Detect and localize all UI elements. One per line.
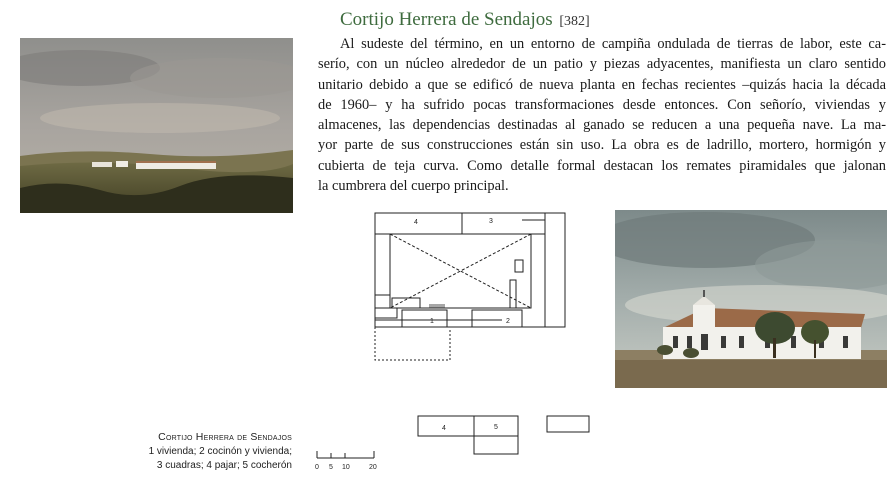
- description-paragraph: [318, 34, 886, 196]
- caption-legend-line: 3 cuadras; 4 pajar; 5 cocherón: [156, 460, 292, 471]
- plan-label-3: 3: [489, 218, 493, 225]
- scale-label: 0: [315, 464, 319, 471]
- scale-label: 10: [342, 464, 350, 471]
- floor-plan-secondary-labels: [414, 412, 594, 458]
- title-text: Cortijo Herrera de Sendajos: [340, 9, 553, 30]
- scale-label: 5: [329, 464, 333, 471]
- landscape-photo-left: [20, 38, 293, 213]
- catalog-number: [382]: [559, 14, 590, 29]
- plan-label-4: 4: [414, 219, 418, 226]
- plan-label-5: 5: [494, 424, 498, 431]
- floor-plan-main: [372, 210, 568, 365]
- paragraph-line: de 1960– y ha sufrido pocas transformaciones desde entonces. Con señorío, viviendas y: [318, 96, 886, 113]
- plan-label-2: 2: [506, 318, 510, 325]
- paragraph-line: la cumbrera del cuerpo principal.: [318, 178, 509, 195]
- plan-label-1: 1: [430, 318, 434, 325]
- floor-plan-secondary: [414, 412, 594, 458]
- landscape-photo-image: [20, 38, 293, 213]
- scale-label: 20: [369, 464, 377, 471]
- plan-label-4-secondary: 4: [442, 425, 446, 432]
- paragraph-line: yor parte de sus construcciones están sin uso. La obra es de ladrillo, mortero, hormigón y: [318, 137, 886, 154]
- floor-plan-labels: [372, 210, 568, 365]
- paragraph-line: unitario debido a que se edificó de nueva planta en fechas recientes –quizás hacia la década: [318, 76, 886, 93]
- scale-bar: [312, 448, 384, 474]
- paragraph-line: almacenes, las dependencias destinadas al ganado se reducen a una pequeña nave. La ma-: [318, 117, 886, 134]
- paragraph-line: Al sudeste del término, en un entorno de campiña ondulada de tierras de labor, este ca-: [340, 36, 886, 52]
- paragraph-line: serío, con un núcleo alrededor de un patio y piezas adyacentes, manifiesta un claro sentido: [318, 56, 886, 73]
- caption-legend-line: 1 vivienda; 2 cocinón y vivienda;: [148, 445, 292, 457]
- figure-caption: [149, 430, 292, 474]
- paragraph-line: cubierta de teja curva. Como detalle formal destacan los remates piramidales que jalonan: [318, 157, 886, 174]
- farmhouse-photo-image: [615, 210, 887, 388]
- farmhouse-photo-right: [615, 210, 887, 388]
- page-title: [340, 9, 590, 31]
- scale-bar-drawing: [312, 448, 384, 474]
- caption-title: Cortijo Herrera de Sendajos: [158, 431, 292, 443]
